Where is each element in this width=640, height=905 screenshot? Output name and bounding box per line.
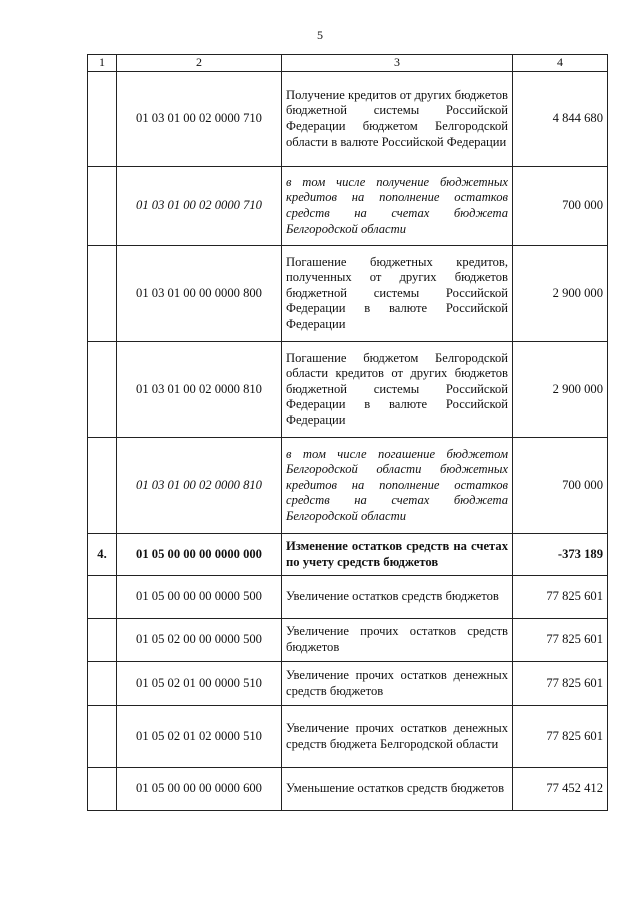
row-amount: 77 825 601 <box>513 662 608 706</box>
row-number: 4. <box>88 534 117 576</box>
budget-code: 01 05 02 01 00 0000 510 <box>117 662 282 706</box>
budget-code: 01 03 01 00 02 0000 810 <box>117 438 282 534</box>
column-header-1: 1 <box>88 55 117 72</box>
table-row <box>88 72 608 167</box>
row-description: в том числе погашение бюджетом Белгородской области бюджетных кредитов на пополнение остатков средств на счетах бюджета Белгородской области <box>282 438 513 534</box>
row-description: Увеличение прочих остатков средств бюджетов <box>282 619 513 662</box>
budget-code: 01 03 01 00 02 0000 810 <box>117 342 282 438</box>
row-amount: 77 825 601 <box>513 576 608 619</box>
row-description: в том числе получение бюджетных кредитов на пополнение остатков средств на счетах бюджета Белгородской области <box>282 167 513 246</box>
row-number <box>88 72 117 167</box>
budget-code: 01 05 00 00 00 0000 500 <box>117 576 282 619</box>
row-description: Увеличение прочих остатков денежных средств бюджетов <box>282 662 513 706</box>
row-amount: 2 900 000 <box>513 246 608 342</box>
row-number <box>88 706 117 768</box>
row-number <box>88 167 117 246</box>
row-description: Получение кредитов от других бюджетов бюджетной системы Российской Федерации бюджетом Белгородской области в валюте Российской Федерации <box>282 72 513 167</box>
column-header-2: 2 <box>117 55 282 72</box>
row-description: Увеличение остатков средств бюджетов <box>282 576 513 619</box>
table-row <box>88 438 608 534</box>
budget-code: 01 05 00 00 00 0000 000 <box>117 534 282 576</box>
table-row <box>88 534 608 576</box>
budget-code: 01 03 01 00 02 0000 710 <box>117 167 282 246</box>
row-amount: 700 000 <box>513 438 608 534</box>
row-description: Уменьшение остатков средств бюджетов <box>282 768 513 811</box>
budget-code: 01 03 01 00 02 0000 710 <box>117 72 282 167</box>
table-row <box>88 342 608 438</box>
row-amount: -373 189 <box>513 534 608 576</box>
budget-code: 01 05 02 00 00 0000 500 <box>117 619 282 662</box>
table-row <box>88 167 608 246</box>
row-number <box>88 768 117 811</box>
row-description: Изменение остатков средств на счетах по учету средств бюджетов <box>282 534 513 576</box>
row-number <box>88 246 117 342</box>
page-number: 5 <box>317 28 323 42</box>
table-row <box>88 619 608 662</box>
row-amount: 4 844 680 <box>513 72 608 167</box>
row-number <box>88 438 117 534</box>
column-header-3: 3 <box>282 55 513 72</box>
table-row <box>88 246 608 342</box>
budget-code: 01 05 00 00 00 0000 600 <box>117 768 282 811</box>
budget-sources-table <box>87 54 608 811</box>
row-amount: 77 825 601 <box>513 706 608 768</box>
row-description: Увеличение прочих остатков денежных средств бюджета Белгородской области <box>282 706 513 768</box>
budget-code: 01 05 02 01 02 0000 510 <box>117 706 282 768</box>
table-row <box>88 768 608 811</box>
row-number <box>88 662 117 706</box>
row-description: Погашение бюджетных кредитов, полученных от других бюджетов бюджетной системы Российской Федерации в валюте Российской Федерации <box>282 246 513 342</box>
budget-code: 01 03 01 00 00 0000 800 <box>117 246 282 342</box>
table-row <box>88 706 608 768</box>
row-amount: 77 452 412 <box>513 768 608 811</box>
table-row <box>88 662 608 706</box>
row-amount: 700 000 <box>513 167 608 246</box>
row-number <box>88 576 117 619</box>
row-number <box>88 342 117 438</box>
column-header-4: 4 <box>513 55 608 72</box>
row-amount: 2 900 000 <box>513 342 608 438</box>
row-amount: 77 825 601 <box>513 619 608 662</box>
table-row <box>88 576 608 619</box>
row-number <box>88 619 117 662</box>
row-description: Погашение бюджетом Белгородской области кредитов от других бюджетов бюджетной системы Российской Федерации в валюте Российской Федерации <box>282 342 513 438</box>
header-row <box>88 55 608 72</box>
